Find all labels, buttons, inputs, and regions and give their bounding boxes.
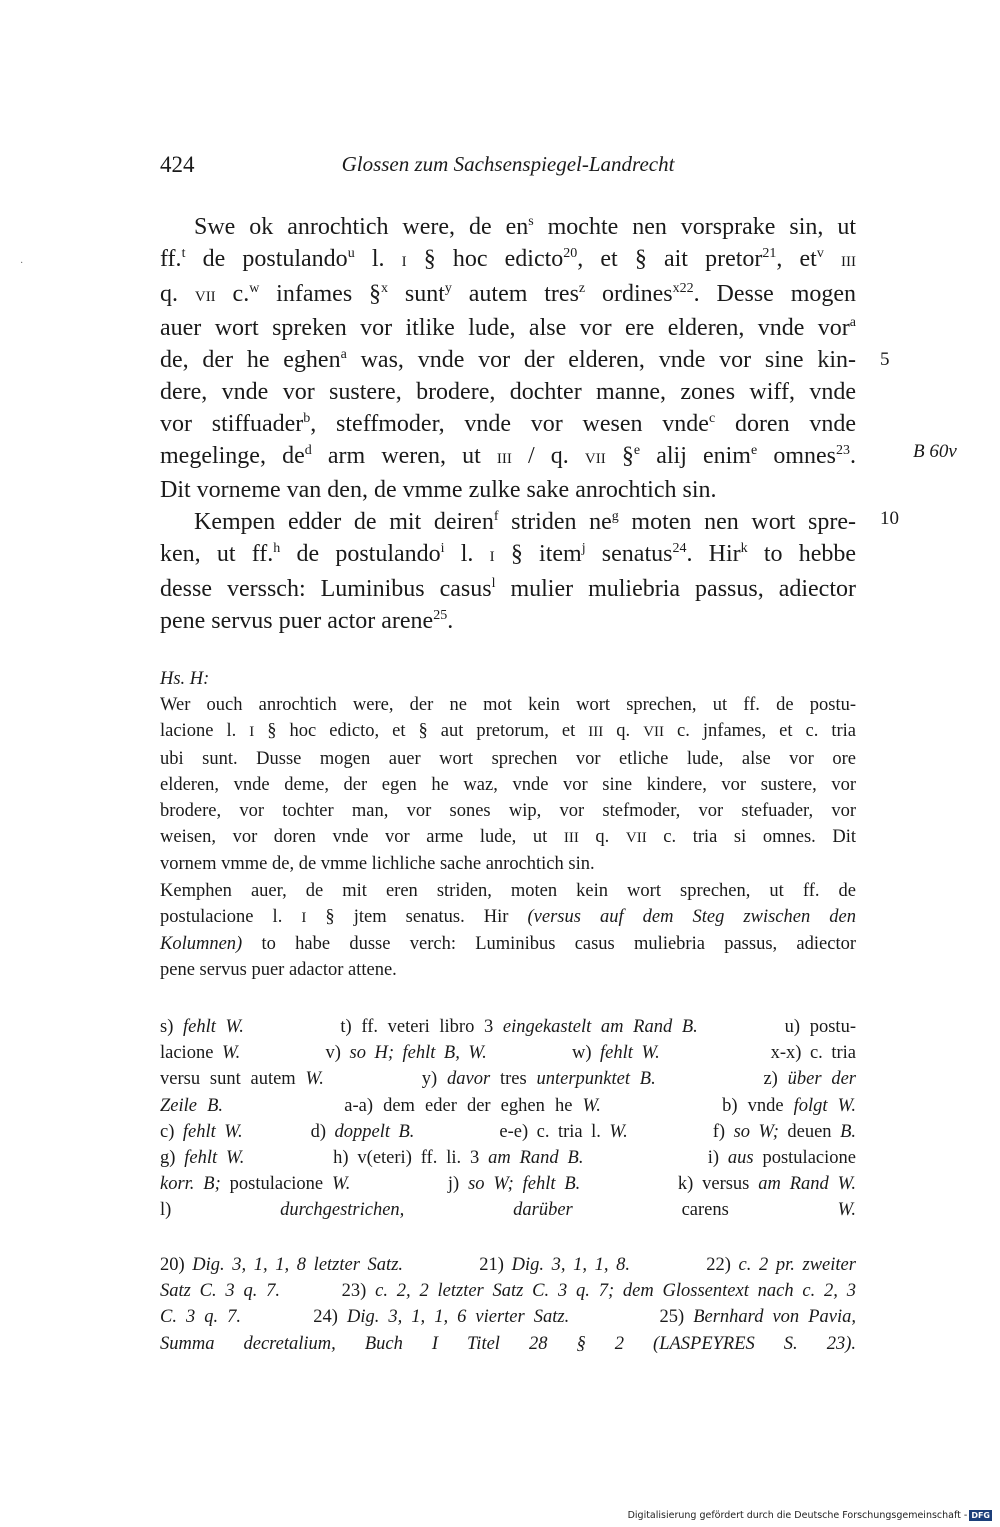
page-number: 424 <box>160 152 195 177</box>
main-line: dere, vnde vor sustere, brodere, dochter manne, zones wiff, vnde <box>160 378 856 405</box>
credit-text: Digitalisierung gefördert durch die Deutsche Forschungsgemeinschaft - <box>627 1510 968 1521</box>
footnote-line: 20) Dig. 3, 1, 1, 8 letzter Satz. 21) Dig. 3, 1, 1, 8. 22) c. 2 pr. zweiter <box>160 1255 856 1275</box>
main-line: de, der he eghen$^a$ was, vnde vor der elderen, vnde vor sine kin- <box>160 347 856 374</box>
main-line: ff.$^t$ de postulando$^u$ l. I § hoc edicto$^{20}$, et § ait pretor$^{21}$, $et^v$ III <box>160 245 856 272</box>
main-line: megelinge, $de^d$ arm weren, ut III / q. VII §$^e$ alij enim$^e$ omnes$^{23}$. <box>160 442 856 469</box>
hs-line: weisen, vor doren vnde vor arme lude, ut III q. VII c. tria si omnes. Dit <box>160 827 856 848</box>
main-line: auer wort spreken vor itlike lude, alse vor ere elderen, vnde vor$^a$ <box>160 315 856 342</box>
hs-line: Kolumnen) to habe dusse verch: Luminibus casus muliebria passus, adiector <box>160 934 856 955</box>
critical-apparatus <box>160 1014 856 1224</box>
hs-line: Wer ouch anrochtich were, der ne mot kein wort sprechen, ut ff. de postu- <box>160 695 856 716</box>
scan-speck: · <box>20 258 24 269</box>
apparatus-line: lacione W. v) so H; fehlt B, W. w) fehlt W. x-x) c. tria <box>160 1043 856 1064</box>
hs-line: brodere, vor tochter man, vor sones wip, vor stefmoder, vor stefuader, vor <box>160 801 856 822</box>
hs-line: vornem vmme de, de vmme lichliche sache anrochtich sin. <box>160 854 595 875</box>
footnote-line: C. 3 q. 7. 24) Dig. 3, 1, 1, 6 vierter Satz. 25) Bernhard von Pavia, <box>160 1307 856 1328</box>
dfg-logo: DFG <box>971 1511 990 1520</box>
main-line: vor stiffuader$^b$, steffmoder, vnde vor wesen vnde$^c$ doren vnde <box>160 410 856 437</box>
apparatus-line: s) fehlt W. t) ff. veteri libro 3 eingekastelt am Rand B. u) postu- <box>160 1017 856 1037</box>
hs-label: Hs. H: <box>160 669 210 689</box>
main-line: pene servus puer actor arene$^{25}$. <box>160 607 454 634</box>
hs-line: lacione l. I § hoc edicto, et § aut pretorum, et III q. VII c. jnfames, et c. tria <box>160 721 857 742</box>
main-text <box>160 212 856 637</box>
hs-line: pene servus puer adactor attene. <box>160 960 397 981</box>
apparatus-line: korr. B; postulacione W. j) so W; fehlt B. k) versus am Rand W. <box>160 1174 856 1195</box>
main-line: Kempen edder de mit deiren$^f$ striden $ne^g$ moten nen wort spre- <box>194 509 856 536</box>
hs-line: elderen, vnde deme, der egen he waz, vnde vor sine kindere, vor sustere, vor <box>160 774 856 795</box>
variant-text-hs-h <box>160 666 856 983</box>
footnotes <box>160 1252 856 1357</box>
digitization-credit <box>628 1510 992 1521</box>
hs-line: ubi sunt. Dusse mogen auer wort sprechen vor etliche lude, alse vor ore <box>160 748 856 769</box>
main-line: Dit vorneme van den, de vmme zulke sake anrochtich sin. <box>160 477 717 504</box>
hs-line: Kemphen auer, de mit eren striden, moten kein wort sprechen, ut ff. de <box>160 880 856 901</box>
main-line: Swe ok anrochtich were, de $en^s$ mochte nen vorsprake sin, ut <box>194 214 856 240</box>
footnote-line: Satz C. 3 q. 7. 23) c. 2, 2 letzter Satz C. 3 q. 7; dem Glossentext nach c. 2, 3 <box>160 1281 856 1302</box>
page-header <box>160 152 856 188</box>
apparatus-line: l) durchgestrichen, darüber carens W. <box>160 1200 856 1221</box>
hs-line: postulacione l. I § jtem senatus. Hir (versus auf dem Steg zwischen den <box>160 906 856 927</box>
apparatus-line: versu sunt autem W. y) davor tres unterpunktet B. z) über der <box>160 1069 856 1090</box>
footnote-line: Summa decretalium, Buch I Titel 28 § 2 (LASPEYRES S. 23). <box>160 1333 856 1354</box>
main-line: desse verssch: Luminibus casus$^l$ mulier muliebria passus, adiector <box>160 575 856 602</box>
apparatus-line: Zeile B. a-a) dem eder der eghen he W. b) vnde folgt W. <box>160 1095 857 1116</box>
margin-note: B 60v <box>913 441 957 462</box>
running-title: Glossen zum Sachsenspiegel-Landrecht <box>341 152 675 176</box>
line-number: 10 <box>880 508 899 529</box>
main-line: ken, ut ff.$^h$ de postulando$^i$ l. I § item$^j$ senatus$^{24}$. Hir$^k$ to hebbe <box>160 540 857 567</box>
main-line: q. VII c.$^w$ infames §$^x$ sunt$^y$ autem tres$^z$ ordines$^{x22}$. Desse mogen <box>160 280 857 307</box>
line-number: 5 <box>880 349 890 370</box>
apparatus-line: g) fehlt W. h) v(eteri) ff. li. 3 am Rand B. i) aus postulacione <box>160 1148 856 1169</box>
apparatus-line: c) fehlt W. d) doppelt B. e-e) c. tria l. W. f) so W; deuen B. <box>160 1121 856 1142</box>
